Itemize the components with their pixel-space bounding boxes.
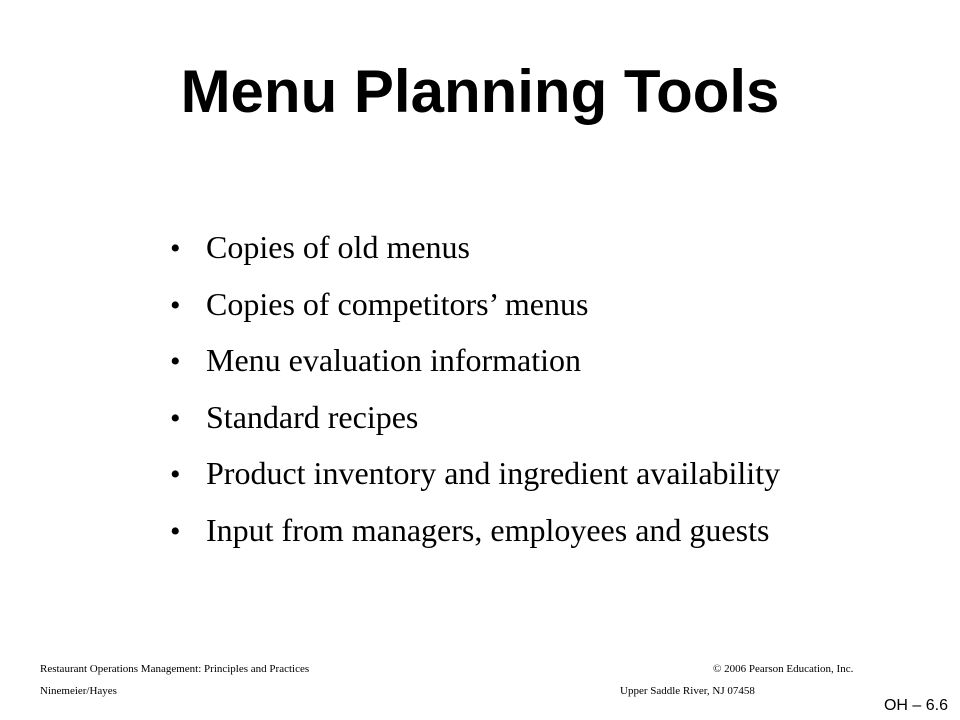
bullet-text: Copies of old menus <box>206 229 470 265</box>
bullet-list <box>170 220 780 559</box>
bullet-text: Standard recipes <box>206 398 419 435</box>
slide-title: Menu Planning Tools <box>180 58 780 125</box>
bullet-item <box>170 503 780 560</box>
bullet-text: Product inventory and ingredient availability <box>206 455 781 491</box>
bullet-icon: • <box>170 401 181 435</box>
slide-code: OH – 6.6 <box>883 697 948 714</box>
bullet-text: Copies of competitors’ menus <box>206 285 589 322</box>
bullet-icon: • <box>170 458 181 491</box>
bullet-text: Input from managers, employees and guests <box>206 511 770 548</box>
footer-book-title: Restaurant Operations Management: Principles and Practices <box>40 663 310 675</box>
bullet-text: Menu evaluation information <box>206 342 582 378</box>
footer-copyright: © 2006 Pearson Education, Inc. <box>713 663 854 675</box>
footer-authors: Ninemeier/Hayes <box>40 685 117 697</box>
bullet-item <box>170 277 780 334</box>
bullet-icon: • <box>170 514 181 548</box>
footer-publisher-address: Upper Saddle River, NJ 07458 <box>620 685 755 697</box>
bullet-icon: • <box>170 288 181 322</box>
bullet-item <box>170 390 780 447</box>
bullet-item <box>170 220 780 277</box>
bullet-icon: • <box>170 232 181 265</box>
bullet-item <box>170 333 780 390</box>
bullet-icon: • <box>170 345 181 378</box>
bullet-item <box>170 446 780 503</box>
